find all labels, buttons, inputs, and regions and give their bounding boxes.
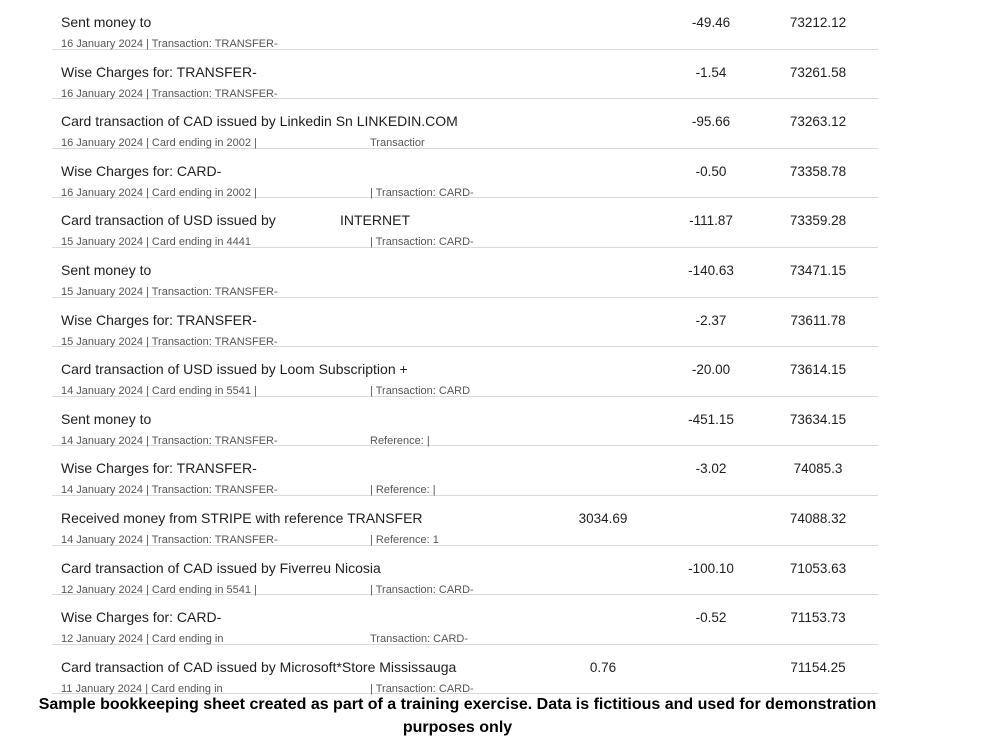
running-balance: 73263.12 [789, 114, 847, 130]
transaction-meta: 16 January 2024 | Transaction: TRANSFER- [61, 38, 278, 50]
transaction-reference: | Transaction: CARD- [370, 583, 474, 596]
paid-out-amount: -3.02 [695, 461, 727, 477]
transaction-description: Sent money to [61, 14, 152, 30]
transaction-row [52, 546, 878, 596]
transaction-row [52, 595, 878, 645]
running-balance: 74088.32 [789, 510, 847, 526]
transaction-meta: 16 January 2024 | Card ending in 2002 | [61, 137, 257, 150]
transaction-description: Received money from STRIPE with reference TRANSFER [61, 509, 423, 526]
paid-in-amount: 3034.69 [578, 510, 628, 526]
transaction-meta: 14 January 2024 | Transaction: TRANSFER- [61, 533, 278, 546]
transaction-description: Sent money to [61, 261, 152, 278]
transaction-reference: Reference: | [370, 434, 430, 447]
transaction-reference: | Transaction: CARD- [370, 682, 474, 695]
transaction-description-suffix: INTERNET [340, 212, 410, 229]
transaction-meta: 15 January 2024 | Card ending in 4441 [61, 236, 251, 249]
paid-out-amount: -20.00 [691, 362, 731, 378]
paid-out-amount: -95.66 [691, 114, 731, 130]
transaction-row [52, 99, 878, 149]
transaction-description: Wise Charges for: TRANSFER- [61, 460, 257, 477]
transaction-row [52, 397, 878, 447]
transaction-description: Wise Charges for: CARD- [61, 162, 222, 179]
transaction-list [52, 0, 878, 694]
paid-out-amount: -1.54 [695, 64, 727, 80]
paid-in-amount: 0.76 [589, 659, 617, 675]
running-balance: 73471.15 [789, 262, 847, 278]
paid-out-amount: -100.10 [688, 560, 734, 576]
transaction-description: Wise Charges for: CARD- [61, 609, 222, 626]
transaction-description: Sent money to [61, 410, 152, 427]
transaction-row [52, 50, 878, 100]
transaction-row [52, 645, 878, 695]
paid-out-amount: -49.46 [691, 15, 731, 30]
transaction-reference: | Transaction: CARD [370, 385, 471, 398]
running-balance: 74085.3 [793, 461, 843, 477]
transaction-description: Card transaction of USD issued by [61, 212, 276, 229]
transaction-meta: 15 January 2024 | Transaction: TRANSFER- [61, 285, 278, 298]
running-balance: 71153.73 [790, 610, 846, 626]
transaction-row [52, 347, 878, 397]
running-balance: 71154.25 [790, 659, 846, 675]
transaction-row [52, 0, 878, 50]
transaction-reference: Transactior [370, 137, 425, 150]
transaction-row [52, 298, 878, 348]
paid-out-amount: -0.50 [695, 163, 727, 179]
transaction-meta: 11 January 2024 | Card ending in [61, 682, 223, 695]
running-balance: 73634.15 [789, 411, 847, 427]
transaction-row [52, 149, 878, 199]
transaction-reference: Transaction: CARD- [370, 633, 469, 646]
paid-out-amount: -2.37 [695, 312, 727, 328]
transaction-description: Card transaction of CAD issued by Linkedin Sn LINKEDIN.COM [61, 113, 458, 130]
transaction-reference: | Transaction: CARD- [370, 186, 474, 199]
running-balance: 73611.78 [790, 312, 846, 328]
transaction-reference: | Reference: | [370, 484, 436, 497]
transaction-description: Wise Charges for: TRANSFER- [61, 311, 257, 328]
transaction-reference: | Transaction: CARD- [370, 236, 474, 249]
running-balance: 73358.78 [789, 163, 847, 179]
transaction-reference: | Reference: 1 [370, 533, 439, 546]
running-balance: 73359.28 [789, 213, 847, 229]
paid-out-amount: -0.52 [695, 610, 727, 626]
transaction-description: Card transaction of CAD issued by Fiverreu Nicosia [61, 559, 381, 576]
transaction-meta: 16 January 2024 | Card ending in 2002 | [61, 186, 257, 199]
paid-out-amount: -451.15 [688, 411, 734, 427]
running-balance: 73261.58 [789, 64, 847, 80]
transaction-row [52, 198, 878, 248]
transaction-meta: 15 January 2024 | Transaction: TRANSFER- [61, 335, 278, 348]
transaction-row [52, 248, 878, 298]
transaction-meta: 14 January 2024 | Transaction: TRANSFER- [61, 484, 278, 497]
disclaimer-caption: Sample bookkeeping sheet created as part of a training exercise. Data is fictitious and used for demonstration purposes only [38, 696, 877, 736]
transaction-meta: 12 January 2024 | Card ending in [61, 633, 224, 646]
transaction-description: Card transaction of CAD issued by Microsoft*Store Mississauga [61, 658, 457, 675]
paid-out-amount: -140.63 [688, 262, 734, 278]
transaction-row [52, 496, 878, 546]
transaction-description: Card transaction of USD issued by Loom Subscription + [61, 361, 408, 378]
running-balance: 71053.63 [789, 560, 847, 576]
paid-out-amount: -111.87 [689, 213, 733, 229]
running-balance: 73212.12 [789, 15, 847, 30]
transaction-description: Wise Charges for: TRANSFER- [61, 63, 257, 80]
running-balance: 73614.15 [789, 362, 847, 378]
transaction-meta: 14 January 2024 | Transaction: TRANSFER- [61, 434, 278, 447]
transaction-meta: 14 January 2024 | Card ending in 5541 | [61, 385, 257, 398]
transaction-row [52, 446, 878, 496]
transaction-meta: 16 January 2024 | Transaction: TRANSFER- [61, 87, 278, 100]
transaction-meta: 12 January 2024 | Card ending in 5541 | [61, 583, 257, 596]
